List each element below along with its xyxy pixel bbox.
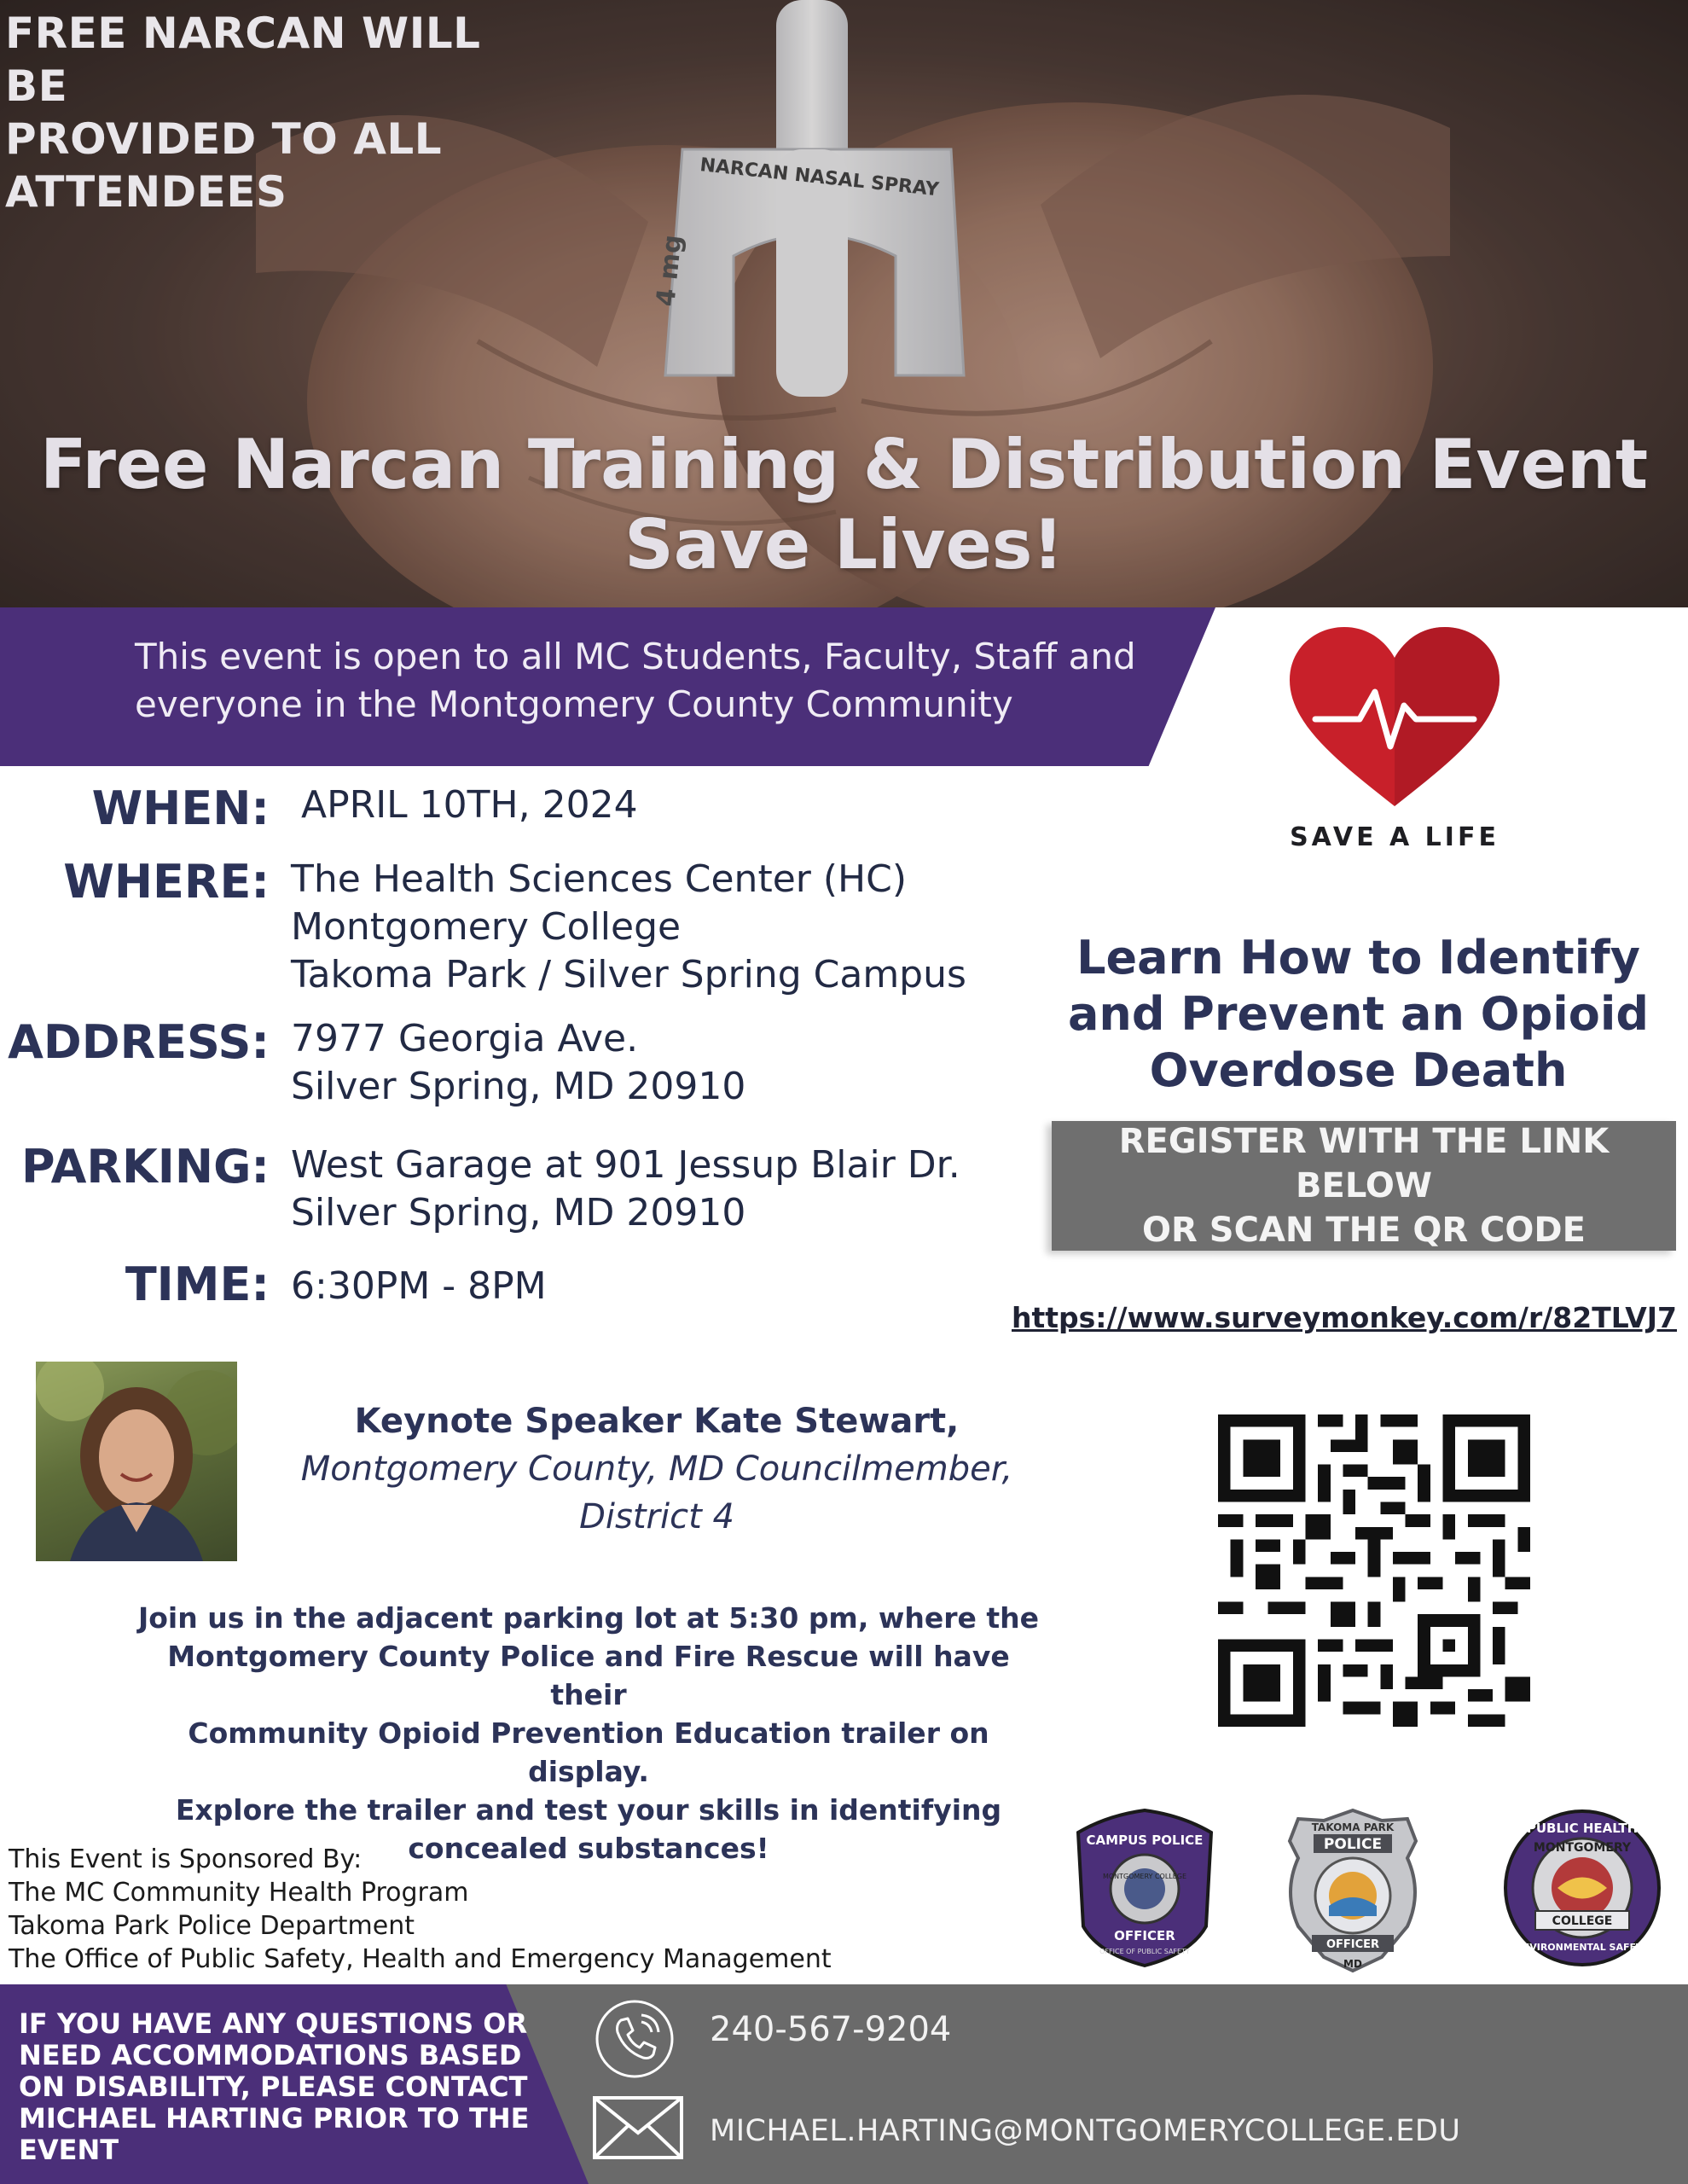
- campus-police-badge: [1073, 1807, 1216, 1969]
- when-label: WHEN:: [91, 781, 270, 835]
- hero-photo: [0, 0, 1688, 607]
- ph-badge-bottom: ENVIRONMENTAL SAFETY: [1515, 1942, 1650, 1953]
- sponsors-list: [9, 1843, 947, 1976]
- phone-icon: [592, 1996, 677, 2082]
- event-title: [0, 425, 1688, 585]
- time-label: TIME:: [125, 1258, 270, 1311]
- takoma-badge-officer: OFFICER: [1325, 1938, 1380, 1951]
- sponsors-heading: This Event is Sponsored By:: [9, 1844, 363, 1874]
- trailer-announcement: Join us in the adjacent parking lot at 5:30 pm, where the Montgomery County Police and Fire Rescue will have their Community Opioid Prevention Education trailer on display. Explore the trailer and test your skills in identifying concealed substances!: [137, 1601, 1040, 1865]
- event-title-line2: Save Lives!: [624, 505, 1064, 584]
- public-health-badge: [1501, 1807, 1663, 1969]
- parking-value: West Garage at 901 Jessup Blair Dr. Silver Spring, MD 20910: [291, 1143, 960, 1234]
- sponsor-item: Takoma Park Police Department: [9, 1911, 415, 1941]
- spray-label: NARCAN NASAL SPRAY: [699, 154, 940, 201]
- contact-email[interactable]: MICHAEL.HARTING@MONTGOMERYCOLLEGE.EDU: [710, 2114, 1461, 2148]
- campus-badge-top: CAMPUS POLICE: [1086, 1833, 1204, 1848]
- campus-badge-mid: MONTGOMERY COLLEGE: [1102, 1873, 1187, 1880]
- where-label: WHERE:: [63, 855, 270, 909]
- heartbeat-heart-icon: [1290, 627, 1499, 811]
- takoma-badge-police: POLICE: [1323, 1836, 1383, 1853]
- free-narcan-note: FREE NARCAN WILL BE PROVIDED TO ALL ATTENDEES: [5, 9, 481, 217]
- takoma-badge-top: TAKOMA PARK: [1311, 1821, 1395, 1833]
- ph-badge-top: PUBLIC HEALTH: [1526, 1821, 1639, 1836]
- speaker-photo: [36, 1362, 237, 1561]
- audience-text: This event is open to all MC Students, Faculty, Staff and everyone in the Montgomery County Community: [135, 636, 1136, 725]
- address-value: 7977 Georgia Ave. Silver Spring, MD 20910: [291, 1017, 746, 1108]
- keynote-speaker: [247, 1397, 1066, 1541]
- register-box: REGISTER WITH THE LINK BELOW OR SCAN THE QR CODE: [1052, 1121, 1676, 1251]
- address-label: ADDRESS:: [8, 1015, 270, 1069]
- mail-icon: [592, 2095, 684, 2160]
- ph-badge-mid: MONTGOMERY: [1533, 1841, 1632, 1855]
- when-value: APRIL 10TH, 2024: [301, 783, 638, 827]
- campus-badge-officer: OFFICER: [1114, 1928, 1175, 1943]
- speaker-role: Montgomery County, MD Councilmember, District 4: [300, 1449, 1013, 1536]
- speaker-name: Keynote Speaker Kate Stewart,: [354, 1402, 960, 1441]
- dose-label: 4 mg: [651, 233, 688, 308]
- learn-heading: Learn How to Identify and Prevent an Opioid Overdose Death: [1067, 931, 1650, 1097]
- sponsor-item: The Office of Public Safety, Health and Emergency Management: [9, 1944, 832, 1974]
- campus-badge-bottom: OFFICE OF PUBLIC SAFETY: [1099, 1948, 1190, 1955]
- contact-phone[interactable]: 240-567-9204: [710, 2010, 952, 2049]
- registration-link[interactable]: https://www.surveymonkey.com/r/82TLVJ7: [1011, 1301, 1677, 1334]
- accommodations-note: IF YOU HAVE ANY QUESTIONS OR NEED ACCOMMODATIONS BASED ON DISABILITY, PLEASE CONTACT MICHAEL HARTING PRIOR TO THE EVENT: [19, 2007, 530, 2166]
- sponsor-item: The MC Community Health Program: [9, 1878, 469, 1908]
- where-value: The Health Sciences Center (HC) Montgomery College Takoma Park / Silver Spring Campus: [291, 857, 966, 996]
- event-title-line1: Free Narcan Training & Distribution Event: [39, 425, 1649, 504]
- parking-label: PARKING:: [20, 1140, 270, 1194]
- takoma-badge-md: MD: [1343, 1958, 1362, 1970]
- time-value: 6:30PM - 8PM: [291, 1264, 547, 1308]
- qr-code[interactable]: [1218, 1414, 1530, 1727]
- takoma-park-police-badge: [1279, 1807, 1426, 1974]
- ph-badge-college: COLLEGE: [1552, 1914, 1613, 1928]
- save-a-life-label: SAVE A LIFE: [1290, 822, 1499, 852]
